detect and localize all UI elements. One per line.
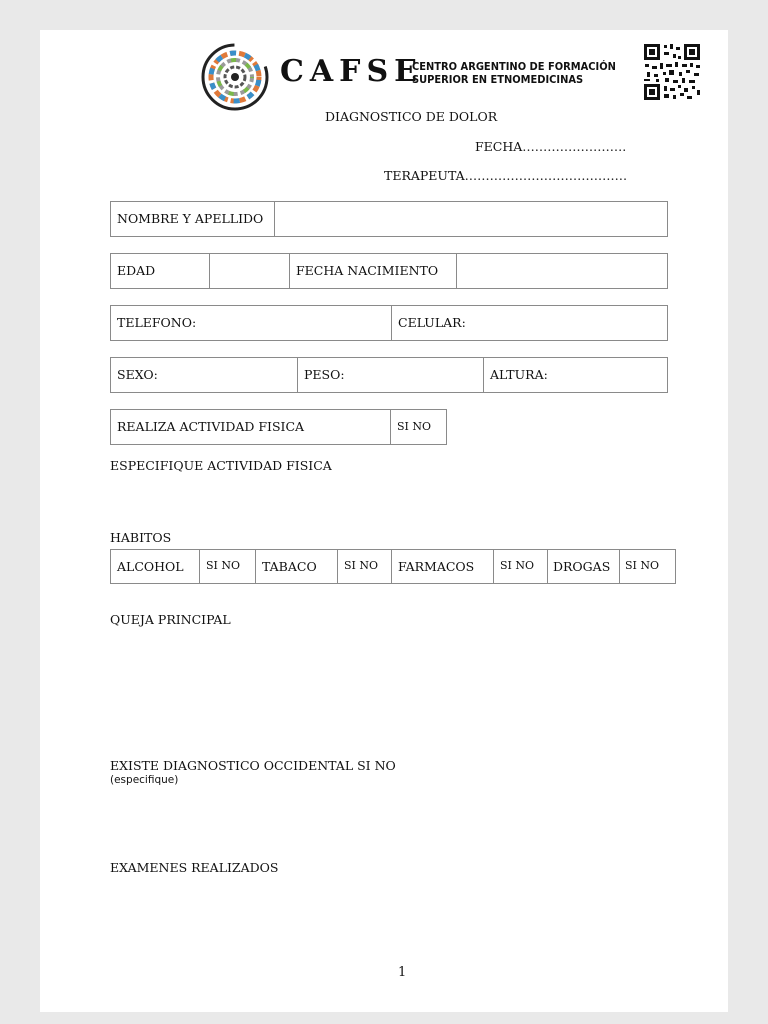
sexo-label[interactable]: SEXO:: [117, 367, 158, 382]
edad-label: EDAD: [117, 263, 156, 278]
nombre-input[interactable]: [274, 202, 667, 236]
actividad-si-no[interactable]: [390, 410, 446, 444]
tabaco-si-no[interactable]: [337, 550, 392, 583]
edad-input[interactable]: [209, 254, 290, 288]
drogas-cell: [547, 550, 620, 583]
drogas-si-no[interactable]: [619, 550, 675, 583]
farmacos-si-no[interactable]: [493, 550, 548, 583]
queja-principal-label: QUEJA PRINCIPAL: [110, 612, 231, 627]
peso-cell[interactable]: [297, 358, 484, 392]
fecha-nacimiento-input[interactable]: [456, 254, 667, 288]
farmacos-label: FARMACOS: [398, 559, 475, 574]
alcohol-label: ALCOHOL: [117, 559, 184, 574]
drogas-si-no-label: SI NO: [625, 559, 660, 572]
drogas-label: DROGAS: [553, 559, 611, 574]
habitos-row: [110, 549, 676, 584]
page-number: 1: [398, 965, 407, 980]
nombre-label: NOMBRE Y APELLIDO: [117, 211, 264, 226]
examenes-realizados-label: EXAMENES REALIZADOS: [110, 860, 279, 875]
tabaco-cell: [255, 550, 338, 583]
especifique-label: (especifique): [110, 774, 179, 786]
actividad-si-no-label: SI NO: [397, 420, 432, 433]
fecha-nacimiento-cell: [289, 254, 456, 288]
brand-name: CAFSE: [280, 54, 423, 89]
fecha-field[interactable]: FECHA…………………….: [475, 139, 627, 154]
farmacos-cell: [391, 550, 494, 583]
especifique-actividad-label: ESPECIFIQUE ACTIVIDAD FISICA: [110, 458, 332, 473]
tabaco-label: TABACO: [262, 559, 317, 574]
document-page: [40, 30, 728, 1012]
form-title: DIAGNOSTICO DE DOLOR: [325, 109, 498, 124]
qr-code-icon: [642, 42, 702, 102]
peso-label: PESO:: [304, 367, 345, 382]
fecha-nacimiento-label: FECHA NACIMIENTO: [296, 263, 439, 278]
actividad-row: [110, 409, 447, 445]
institution-name: [412, 60, 616, 86]
telefono-label[interactable]: TELEFONO:: [117, 315, 197, 330]
institution-line-1: CENTRO ARGENTINO DE FORMACIÓN: [412, 60, 616, 73]
terapeuta-field[interactable]: TERAPEUTA…………………………………: [384, 168, 628, 183]
habitos-title: HABITOS: [110, 530, 172, 545]
institution-line-2: SUPERIOR EN ETNOMEDICINAS: [412, 73, 584, 86]
actividad-label: REALIZA ACTIVIDAD FISICA: [117, 419, 305, 434]
farmacos-si-no-label: SI NO: [500, 559, 535, 572]
sexo-row: [110, 357, 668, 393]
alcohol-si-no[interactable]: [199, 550, 256, 583]
nombre-row: [110, 201, 668, 237]
alcohol-si-no-label: SI NO: [206, 559, 241, 572]
altura-label: ALTURA:: [490, 367, 548, 382]
altura-cell[interactable]: [483, 358, 667, 392]
tabaco-si-no-label: SI NO: [344, 559, 379, 572]
celular-label: CELULAR:: [398, 315, 466, 330]
edad-row: [110, 253, 668, 289]
diagnostico-occidental-label: EXISTE DIAGNOSTICO OCCIDENTAL SI NO: [110, 758, 396, 773]
cafse-logo-icon: [200, 42, 270, 112]
celular-cell[interactable]: [391, 306, 667, 340]
telefono-row: [110, 305, 668, 341]
